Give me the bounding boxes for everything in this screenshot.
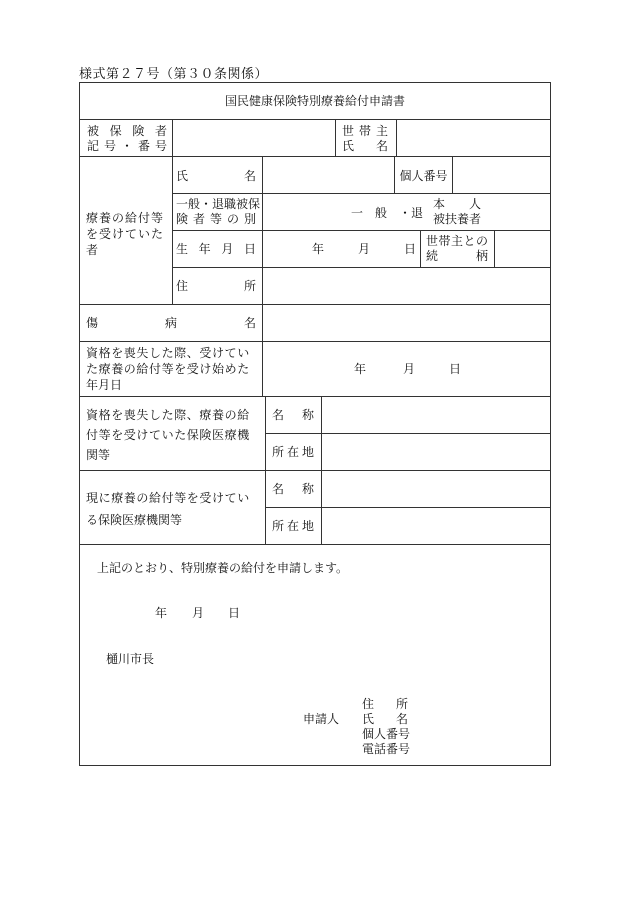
prev-institution-name-field[interactable] [322,397,550,433]
form-title: 国民健康保険特別療養給付申請書 [224,94,405,108]
dob-day-label: 日 [404,242,417,256]
insured-number-field[interactable] [173,120,335,156]
injury-label: 傷 病 名 [86,316,256,330]
recipient-name-label: 氏 名 [176,169,256,183]
curr-institution-location-field[interactable] [322,508,550,544]
applicant-phone-label: 電話番号 [362,742,411,756]
loss-date-label-line2: た療養の給付等を受け始めた [86,362,250,376]
curr-institution-label-line2: る保険医療機関等 [86,513,183,527]
relation-dependent[interactable]: 被扶養者 [433,212,482,226]
curr-institution-location-label: 所 在 地 [272,519,314,533]
dob-year-label: 年 [312,242,325,256]
application-year-label: 年 [155,606,168,620]
loss-date-day-label: 日 [449,362,462,376]
prev-institution-label-line2: 付等を受けていた保険医療機 [86,428,250,442]
loss-date-month-label: 月 [403,362,416,376]
household-head-name-field[interactable] [397,120,550,156]
insured-number-label-line1: 被 保 険 者 [87,124,167,138]
rule-name-row [172,193,550,194]
rule-curr-inst [80,544,550,545]
household-head-label-line1: 世 帯 主 [342,124,388,138]
category-general-retired[interactable]: 一 般 ・退 [351,206,424,220]
recipient-section-label: 療養の給付等を受けていた者 [86,211,165,258]
application-form [79,82,551,766]
category-label-line1: 一般・退職被保 [176,197,261,211]
rule-recipient-c1 [172,156,173,304]
application-month-label: 月 [192,606,205,620]
household-head-label-line2: 氏 名 [342,139,388,153]
prev-institution-name-label: 名 称 [272,408,314,422]
prev-institution-label-line1: 資格を喪失した際、療養の給 [86,408,250,422]
applicant-address-label: 住 所 [362,697,408,711]
rule-insured-c2 [335,119,336,156]
loss-date-label-line1: 資格を喪失した際、受けてい [86,346,250,360]
rule-curr-c1 [265,470,266,544]
recipient-address-field[interactable] [263,268,550,304]
relationship-label-line2: 続 柄 [426,249,488,263]
rule-prev-c1 [265,396,266,470]
rule-loss-c1 [262,341,263,396]
loss-date-year-label: 年 [354,362,367,376]
declaration-statement: 上記のとおり、特別療養の給付を申請します。 [97,561,349,575]
prev-institution-location-field[interactable] [322,434,550,470]
curr-institution-name-label: 名 称 [272,482,314,496]
rule-rel-c1 [420,230,421,267]
loss-date-label-line3: 年月日 [86,378,123,392]
recipient-personal-number-field[interactable] [453,157,550,193]
curr-institution-name-field[interactable] [322,471,550,507]
insured-number-label-line2: 記 号 ・ 番 号 [87,139,167,153]
rule-injury [80,341,550,342]
application-day-label: 日 [228,606,241,620]
prev-institution-label-line3: 関等 [86,448,111,462]
prev-institution-location-label: 所 在 地 [272,445,314,459]
recipient-address-label: 住 所 [176,279,256,293]
injury-field[interactable] [263,305,550,341]
recipient-name-field[interactable] [263,157,394,193]
form-number: 様式第２７号（第３０条関係） [79,67,269,82]
dob-label: 生 年 月 日 [176,242,256,256]
relation-self[interactable]: 本 人 [433,197,482,211]
curr-institution-label-line1: 現に療養の給付等を受けてい [86,491,250,505]
relationship-field[interactable] [495,231,550,267]
applicant-personal-number-label: 個人番号 [362,727,411,741]
category-label-line2: 険 者 等 の 別 [176,212,256,226]
recipient-personal-number-label: 個人番号 [399,169,448,183]
dob-month-label: 月 [358,242,371,256]
relationship-label-line1: 世 帯 主 と の [426,234,488,248]
applicant-label: 申請人 [303,712,340,726]
applicant-name-label: 氏 名 [362,712,408,726]
addressee: 樋川市長 [106,652,155,666]
